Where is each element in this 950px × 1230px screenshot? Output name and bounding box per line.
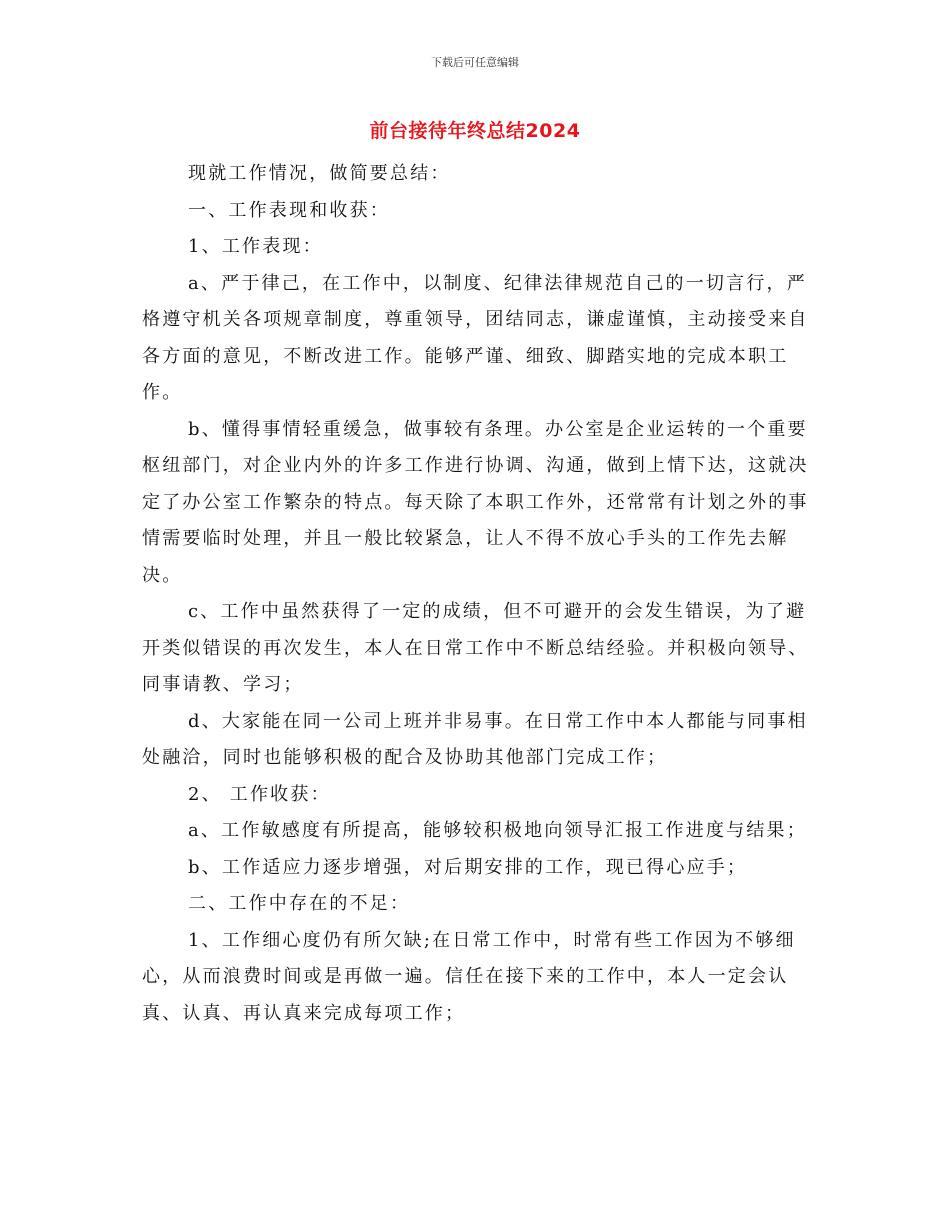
- paragraph: a、工作敏感度有所提高，能够较积极地向领导汇报工作进度与结果；: [188, 820, 807, 841]
- section-heading: 二、工作中存在的不足：: [188, 893, 411, 914]
- subsection-heading: 2、 工作收获：: [188, 783, 331, 805]
- section-heading: 一、工作表现和收获：: [188, 199, 390, 221]
- paragraph: c、工作中虽然获得了一定的成绩，但不可避开的会发生错误，为了避开类似错误的再次发生，本人在日常工作中不断总结经验。并积极向领导、同事请教、学习；: [142, 601, 809, 695]
- paragraph: b、工作适应力逐步增强，对后期安排的工作，现已得心应手；: [188, 856, 748, 878]
- page-header-note: 下载后可任意编辑: [431, 56, 519, 69]
- paragraph: b、懂得事情轻重缓急，做事较有条理。办公室是企业运转的一个重要枢纽部门，对企业内外的许多工作进行协调、沟通，做到上情下达，这就决定了办公室工作繁杂的特点。每天除了本职工作外，还常常有计划之外的事情需要临时处理，并且一般比较紧急，让人不得不放心手头的工作先去解决。: [142, 418, 809, 586]
- subsection-heading: 1、工作表现：: [188, 236, 323, 257]
- paragraph: d、大家能在同一公司上班并非易事。在日常工作中本人都能与同事相处融洽，同时也能够积极的配合及协助其他部门完成工作；: [142, 710, 808, 768]
- document-title: 前台接待年终总结2024: [369, 120, 581, 142]
- paragraph: 现就工作情况，做简要总结：: [188, 163, 451, 184]
- paragraph: a、严于律己，在工作中，以制度、纪律法律规范自己的一切言行，严格遵守机关各项规章制度，尊重领导，团结同志，谦虚谨慎，主动接受来自各方面的意见，不断改进工作。能够严谨、细致、脚踏实地的完成本职工作。: [142, 272, 809, 403]
- paragraph: 1、工作细心度仍有所欠缺;在日常工作中，时常有些工作因为不够细心，从而浪费时间或是再做一遍。信任在接下来的工作中，本人一定会认真、认真、再认真来完成每项工作；: [142, 929, 796, 1024]
- document-body: [142, 156, 812, 1032]
